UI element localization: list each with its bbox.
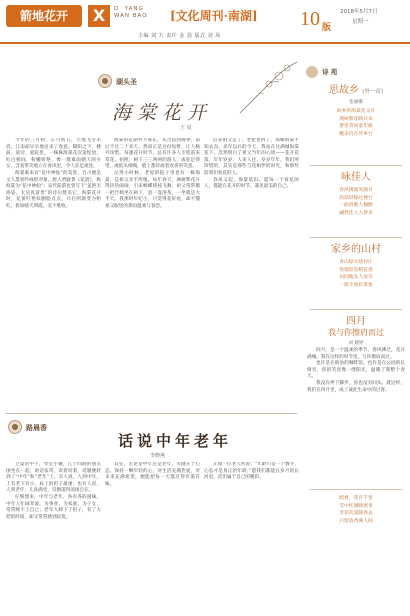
poem-line: 芳菲次第随春去 <box>339 511 373 517</box>
poem-line: 炊烟袅袅稻花香 <box>339 267 373 273</box>
article-divider <box>5 413 297 414</box>
page-label: 版 <box>322 23 332 33</box>
poem-lines <box>304 187 408 217</box>
paragraph: 四月，是一个温柔的季节。春风拂过，花开满城，我在这样的时节里，与你擦肩而过。 <box>307 348 405 360</box>
poem-line: 雪中红颜映寒冬 <box>339 503 373 509</box>
poem-1 <box>304 84 408 138</box>
poem-separator <box>310 237 402 238</box>
bottom-article-author: 李晓燕 <box>150 453 166 459</box>
sidebar-section-label: 诗 苑 <box>322 68 338 76</box>
flower-illustration-icon <box>235 58 301 116</box>
poem-title <box>304 84 408 99</box>
main-article-body-col1 <box>6 138 101 408</box>
poem-title: 咏佳人 <box>341 172 371 183</box>
paragraph: 海棠素来有“花中神仙”的美誉，自古便是文人墨客吟咏的对象。唐人贾耽著《花谱》，称海棠为“花中神仙”；宋代陆游也曾写下“虽艳无俗姿，太皇真富贵”的诗句赞美它。海棠花开时，花蕾红艳似胭脂点点，开后则渐变为粉红，犹如晓天明霞，美不胜收。 <box>6 170 101 209</box>
paragraph: 正如一位老人所说：“年龄只是一个数字，心态才是真正的年龄。”愿我们都能在岁月的长河里，活出属于自己的精彩。 <box>204 462 299 481</box>
paragraph: 其实，无论是中年还是老年，关键在于心态。保持一颗年轻的心，对生活充满热爱，对未来充满希望，便能把每一天都过得有滋有味。 <box>105 462 200 487</box>
poem-line: 青山绿水绕村庄 <box>339 260 373 265</box>
poem-separator <box>310 165 402 166</box>
poem-line: 春风拂面笑颜开 <box>339 188 373 193</box>
sidebar-essay <box>304 304 408 394</box>
poem-line: 款款轻移过楼台 <box>339 195 373 201</box>
poem-separator <box>310 489 402 490</box>
paragraph: 海棠的花期并不算长，从含苞到凋零，前后不过二十来天。然而正是这份短暂，让人格外珍惜。每逢花开时节，总有许多人专程前来赏花、拍照。树下三三两两的游人，或驻足仰望，或低头细嗅，脸上都洋溢着欢喜的笑意。 <box>105 138 200 170</box>
paragraph: 记得小时候，老屋的院子里也有一株海棠，是祖父亲手所植。每年春天，满树繁花开得热热闹闹，引来蜂蝶绕枝飞舞。祖父常常搬一把竹椅坐在树下，泡一壶清茶，一坐就是大半天。我那时年纪小，只觉得花好看，却不懂祖父眼里的那份温柔与眷恋。 <box>105 170 200 209</box>
paragraph: 后来祖父走了，老屋也拆了，那株海棠不知去向。多年以后的今天，我站在这满城海棠花下，忽然明白了祖父当年的心境——花开花落，年年岁岁；人来人往，岁岁年年。我们所珍惜的，其实是那些与花相伴的时光，和那些陪我们看花的人。 <box>204 138 299 176</box>
sidebar-header <box>304 66 408 80</box>
poem-line: 满树繁花映日来 <box>339 116 373 122</box>
section-badge-icon <box>8 420 22 434</box>
closing-poem <box>304 484 408 525</box>
paragraph: 也许是在街角的咖啡馆，也许是在公园的长椅旁，你的笑容像一缕阳光，温暖了我整个春天。 <box>307 361 405 380</box>
newspaper-logo: 箭地花开 <box>6 5 82 27</box>
paragraph: 我没有停下脚步，你也没有回头。就这样，我们在四月里，成了彼此生命中的过客。 <box>307 380 405 393</box>
poem-line: 只留清香满人间 <box>339 518 373 524</box>
essay-title: 四月 <box>346 316 366 327</box>
poem-line: 暗香，花开千里 <box>339 496 373 501</box>
poem-lines <box>304 495 408 525</box>
paragraph: 今年的三月初，正月初五，天地飞雪未消，江南却早早地送来了春意。暖阳之下，楼前、道旁、庭院里，一株株海棠花次第绽放，红白相间，粉嫩娇艳，像一群素面朝天的少女，含羞带笑地立在春风里，令人驻足流连。 <box>6 138 101 170</box>
poem-line: 梦里常回童年路 <box>339 124 373 130</box>
paragraph: 仔细想来，中年与老年，各有各的滋味。中年人忙碌奔波，为事业、为家庭、为子女，常常顾不上自己；老年人卸下了担子，有了大把的时间，却又常常感到寂寞。 <box>6 494 101 520</box>
bottom-article-body-col2 <box>105 462 200 612</box>
poem-line: 醒来仍在异乡台 <box>339 131 373 137</box>
main-article-body-col2 <box>105 138 200 408</box>
logo-mark: X <box>88 5 110 27</box>
masthead <box>0 0 410 44</box>
poem-lines <box>304 108 408 138</box>
poem-separator <box>310 309 402 310</box>
staff-credits: 主编 刘 方 责任 金 晨 版式 刘 凤 <box>138 33 221 39</box>
poem-title-text: 思故乡 <box>329 85 359 96</box>
poem-author: 张丽娜 <box>349 100 363 105</box>
bottom-section-label: 路晨香 <box>26 423 47 432</box>
poem-line: 一派丰收好景象 <box>339 282 373 288</box>
issue-date: 2018年5月7日 <box>340 9 378 15</box>
bottom-article-body-col1 <box>6 462 101 612</box>
essay-body <box>304 348 408 394</box>
main-article-title: 海棠花开 <box>112 102 213 124</box>
section-badge-icon <box>98 74 112 88</box>
edition-title: [文化周刊·南湖] <box>170 9 258 23</box>
main-article-body-col3 <box>204 138 299 408</box>
poetry-sidebar <box>304 66 408 611</box>
paragraph: 立夏的中午，琴室小聚，几个同龄的朋友围坐在一起，闲话家常。说着说着，话题便转到了“中年”和“老年”上。有人说，人到中年，上有老下有小，肩上的担子最重；也有人说，人到老年，儿孙满堂，反倒落得清闲自在。 <box>6 462 101 494</box>
issue-weekday: 星期一 <box>352 19 369 25</box>
main-article-author: 王 晨 <box>180 125 192 131</box>
essay-subtitle: 我与你擦肩而过 <box>328 328 384 337</box>
page-number: 10 <box>300 8 320 30</box>
poem-line: 故乡的海棠花又开 <box>336 109 376 114</box>
leaf-icon <box>306 66 318 78</box>
paragraph: 春风又起，海棠依旧。愿每一个看花的人，都能在花开的时节，遇见最美的自己。 <box>204 177 299 190</box>
poem-lines <box>304 259 408 289</box>
bottom-article-body-col3 <box>204 462 299 612</box>
poem-line: 一曲清歌人倾醉 <box>339 203 373 209</box>
poem-2 <box>304 160 408 217</box>
poem-line: 翩然佳人入梦来 <box>339 210 373 216</box>
main-section-label: 湖头圣 <box>116 77 137 86</box>
essay-author: 刘 婉婷 <box>348 341 364 346</box>
bottom-article-title: 话说中年老年 <box>118 432 233 450</box>
masthead-pinyin: D YANG WAN BAO <box>114 6 148 19</box>
poem-title: 家乡的山村 <box>331 244 381 255</box>
poem-3 <box>304 232 408 289</box>
poem-subtitle: (外一首) <box>362 89 383 95</box>
poem-line: 田间地头人欢笑 <box>339 275 373 281</box>
